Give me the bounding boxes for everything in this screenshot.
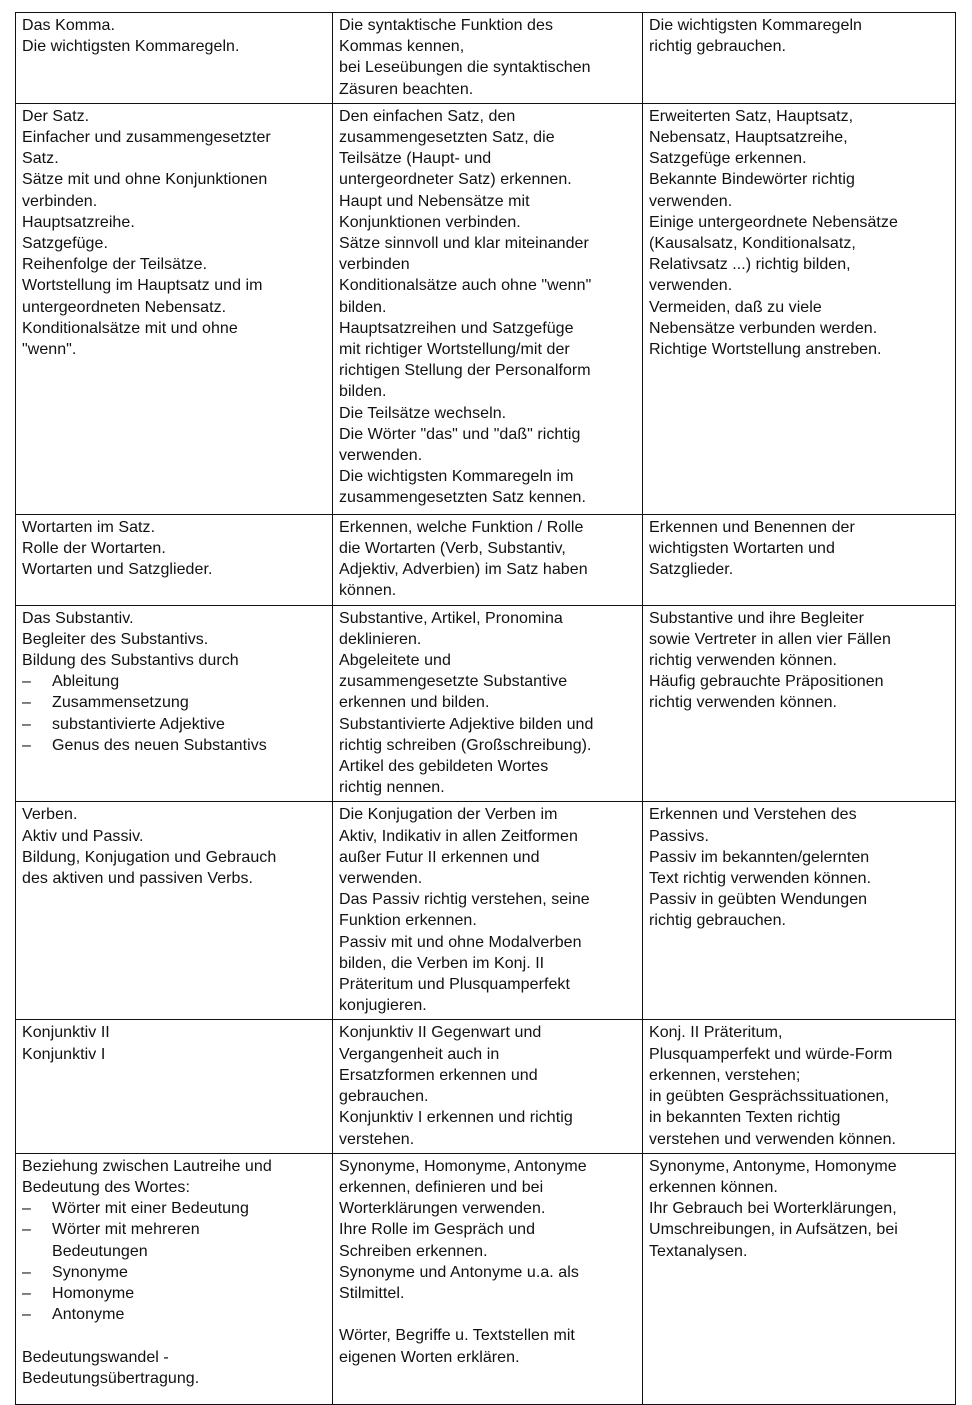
minimum-cell — [643, 514, 956, 605]
blank-line — [22, 1325, 327, 1346]
text-line: Textanalysen. — [649, 1242, 748, 1260]
topic-cell — [16, 802, 333, 1020]
text-line: Beziehung zwischen Lautreihe und — [22, 1157, 272, 1175]
bullet-item — [22, 1198, 327, 1219]
text-line: Einige untergeordnete Nebensätze — [649, 213, 898, 231]
text-line: untergeordneter Satz) erkennen. — [339, 171, 572, 189]
bullet-text: Wörter mit einer Bedeutung — [52, 1200, 249, 1218]
dash-bullet-icon: – — [22, 673, 31, 691]
text-line: Die Wörter "das" und "daß" richtig — [339, 425, 581, 443]
text-line: Häufig gebrauchte Präpositionen — [649, 673, 884, 691]
table-row — [16, 802, 956, 1020]
text-line: verwenden. — [649, 192, 733, 210]
topic-cell — [16, 605, 333, 802]
text-line: Bedeutung des Wortes: — [22, 1178, 190, 1196]
bullet-text: substantivierte Adjektive — [52, 715, 225, 733]
minimum-cell — [643, 1153, 956, 1404]
text-line: Stilmittel. — [339, 1284, 405, 1302]
text-line: bilden. — [339, 298, 387, 316]
text-line: Rolle der Wortarten. — [22, 540, 166, 558]
minimum-cell — [643, 1020, 956, 1153]
text-line: richtig verwenden können. — [649, 652, 838, 670]
text-line: Worterklärungen verwenden. — [339, 1200, 546, 1218]
text-line: Die wichtigsten Kommaregeln im — [339, 468, 574, 486]
text-line: Funktion erkennen. — [339, 912, 477, 930]
text-line: zusammengesetzte Substantive — [339, 673, 568, 691]
text-line: Kommas kennen, — [339, 38, 465, 56]
text-line: Wortarten und Satzglieder. — [22, 561, 213, 579]
topic-cell — [16, 514, 333, 605]
text-line: Konjunktiv I erkennen und richtig — [339, 1109, 573, 1127]
goals-cell — [333, 514, 643, 605]
text-line: erkennen, definieren und bei — [339, 1178, 544, 1196]
text-line: Passivs. — [649, 827, 709, 845]
text-line: Die syntaktische Funktion des — [339, 17, 553, 34]
text-line: Plusquamperfekt und würde-Form — [649, 1045, 893, 1063]
text-line: richtig schreiben (Großschreibung). — [339, 736, 592, 754]
text-line: die Wortarten (Verb, Substantiv, — [339, 540, 566, 558]
text-line: Sätze mit und ohne Konjunktionen — [22, 171, 268, 189]
text-line: richtig gebrauchen. — [649, 912, 787, 930]
text-line: Schreiben erkennen. — [339, 1242, 488, 1260]
text-line: des aktiven und passiven Verbs. — [22, 870, 254, 888]
text-line: Konditionalsätze mit und ohne — [22, 319, 238, 337]
text-line: richtig gebrauchen. — [649, 38, 787, 56]
text-line: Adjektiv, Adverbien) im Satz haben — [339, 561, 588, 579]
text-line: Substantive, Artikel, Pronomina — [339, 609, 563, 627]
text-line: richtig nennen. — [339, 779, 445, 797]
text-line: Die wichtigsten Kommaregeln. — [22, 38, 240, 56]
text-line: können. — [339, 582, 397, 600]
table-row — [16, 1020, 956, 1153]
text-line: Artikel des gebildeten Wortes — [339, 758, 549, 776]
text-line: Synonyme, Antonyme, Homonyme — [649, 1157, 897, 1175]
text-line: in geübten Gesprächssituationen, — [649, 1088, 889, 1106]
text-line: Bekannte Bindewörter richtig — [649, 171, 855, 189]
text-line: Passiv in geübten Wendungen — [649, 891, 868, 909]
text-line: Aktiv und Passiv. — [22, 827, 144, 845]
text-line: Erweiterten Satz, Hauptsatz, — [649, 107, 854, 125]
text-line: gebrauchen. — [339, 1088, 429, 1106]
text-line: richtigen Stellung der Personalform — [339, 362, 591, 380]
text-line: Konj. II Präteritum, — [649, 1024, 783, 1042]
text-line: Hauptsatzreihe. — [22, 213, 135, 231]
text-line: Präteritum und Plusquamperfekt — [339, 976, 570, 994]
topic-cell — [16, 13, 333, 104]
bullet-item — [22, 1262, 327, 1283]
dash-bullet-icon: – — [22, 1284, 31, 1302]
text-line: Wortarten im Satz. — [22, 518, 156, 536]
text-line: Ihr Gebrauch bei Worterklärungen, — [649, 1200, 897, 1218]
document-page — [15, 12, 955, 1405]
text-line: Einfacher und zusammengesetzter — [22, 129, 271, 147]
text-line: Erkennen und Verstehen des — [649, 806, 857, 824]
table-row — [16, 1153, 956, 1404]
text-line: Sätze sinnvoll und klar miteinander — [339, 235, 589, 253]
text-line: wichtigsten Wortarten und — [649, 540, 835, 558]
goals-cell — [333, 1153, 643, 1404]
text-line: "wenn". — [22, 341, 77, 359]
dash-bullet-icon: – — [22, 694, 31, 712]
text-line: verwenden. — [649, 277, 733, 295]
text-line: Relativsatz ...) richtig bilden, — [649, 256, 851, 274]
text-line: Erkennen und Benennen der — [649, 518, 855, 536]
bullet-text: Wörter mit mehreren — [52, 1221, 200, 1239]
text-line: Bildung, Konjugation und Gebrauch — [22, 848, 277, 866]
text-line: konjugieren. — [339, 997, 427, 1015]
text-line: bei Leseübungen die syntaktischen — [339, 59, 591, 77]
bullet-item — [22, 1219, 327, 1240]
text-line: Satzgefüge. — [22, 235, 108, 253]
text-line: erkennen, verstehen; — [649, 1066, 801, 1084]
text-line: Begleiter des Substantivs. — [22, 630, 209, 648]
text-line: Synonyme und Antonyme u.a. als — [339, 1263, 579, 1281]
goals-cell — [333, 103, 643, 514]
text-line: (Kausalsatz, Konditionalsatz, — [649, 235, 856, 253]
minimum-cell — [643, 605, 956, 802]
text-line: Die Teilsätze wechseln. — [339, 404, 507, 422]
text-line: Text richtig verwenden können. — [649, 870, 872, 888]
text-line: deklinieren. — [339, 630, 422, 648]
topic-cell — [16, 103, 333, 514]
text-line: Abgeleitete und — [339, 652, 451, 670]
text-line: außer Futur II erkennen und — [339, 848, 540, 866]
text-line: verwenden. — [339, 870, 423, 888]
goals-cell — [333, 13, 643, 104]
text-line: verstehen. — [339, 1130, 415, 1148]
table-row — [16, 13, 956, 104]
text-line: Passiv im bekannten/gelernten — [649, 848, 870, 866]
topic-cell — [16, 1020, 333, 1153]
text-line: verstehen und verwenden können. — [649, 1130, 897, 1148]
bullet-text: Genus des neuen Substantivs — [52, 736, 267, 754]
text-line: Wortstellung im Hauptsatz und im — [22, 277, 263, 295]
text-line: zusammengesetzten Satz kennen. — [339, 489, 586, 507]
text-line: Vermeiden, daß zu viele — [649, 298, 822, 316]
minimum-cell — [643, 103, 956, 514]
goals-cell — [333, 802, 643, 1020]
text-line: eigenen Worten erklären. — [339, 1348, 520, 1366]
text-line: verbinden. — [22, 192, 98, 210]
text-line: Passiv mit und ohne Modalverben — [339, 933, 582, 951]
bullet-text-continuation: Bedeutungen — [52, 1242, 148, 1260]
curriculum-table — [15, 12, 956, 1405]
text-line: Konjunktiv II Gegenwart und — [339, 1024, 542, 1042]
text-line: Satzgefüge erkennen. — [649, 150, 807, 168]
bullet-item — [22, 671, 327, 692]
dash-bullet-icon: – — [22, 1200, 31, 1218]
text-line: Die Konjugation der Verben im — [339, 806, 558, 824]
table-row — [16, 514, 956, 605]
text-line: Bildung des Substantivs durch — [22, 652, 239, 670]
text-line: sowie Vertreter in allen vier Fällen — [649, 630, 891, 648]
table-row — [16, 605, 956, 802]
goals-cell — [333, 605, 643, 802]
text-line: Nebensatz, Hauptsatzreihe, — [649, 129, 848, 147]
text-line: Die wichtigsten Kommaregeln — [649, 17, 862, 34]
text-line: Das Komma. — [22, 17, 115, 34]
text-line: verbinden — [339, 256, 410, 274]
text-line: Konjunktiv I — [22, 1045, 106, 1063]
text-line: Umschreibungen, in Aufsätzen, bei — [649, 1221, 898, 1239]
text-line: Konjunktiv II — [22, 1024, 110, 1042]
text-line: Substantivierte Adjektive bilden und — [339, 715, 594, 733]
text-line: erkennen und bilden. — [339, 694, 490, 712]
text-line: bilden, die Verben im Konj. II — [339, 954, 545, 972]
text-line: Bedeutungswandel - — [22, 1348, 169, 1366]
text-line: Der Satz. — [22, 107, 90, 125]
table-row — [16, 103, 956, 514]
dash-bullet-icon: – — [22, 1306, 31, 1324]
text-line: in bekannten Texten richtig — [649, 1109, 841, 1127]
goals-cell — [333, 1020, 643, 1153]
minimum-cell — [643, 802, 956, 1020]
text-line: Den einfachen Satz, den — [339, 107, 516, 125]
bullet-item — [22, 1283, 327, 1304]
text-line: Hauptsatzreihen und Satzgefüge — [339, 319, 574, 337]
text-line: Verben. — [22, 806, 78, 824]
text-line: Richtige Wortstellung anstreben. — [649, 341, 882, 359]
bullet-item — [22, 1304, 327, 1325]
bullet-text: Zusammensetzung — [52, 694, 189, 712]
topic-cell — [16, 1153, 333, 1404]
bullet-text: Ableitung — [52, 673, 120, 691]
text-line: bilden. — [339, 383, 387, 401]
text-line: Das Passiv richtig verstehen, seine — [339, 891, 590, 909]
text-line: Zäsuren beachten. — [339, 80, 474, 98]
text-line: Bedeutungsübertragung. — [22, 1369, 200, 1387]
text-line: Nebensätze verbunden werden. — [649, 319, 878, 337]
text-line: Aktiv, Indikativ in allen Zeitformen — [339, 827, 578, 845]
text-line: Das Substantiv. — [22, 609, 134, 627]
bullet-item — [22, 714, 327, 735]
text-line: Teilsätze (Haupt- und — [339, 150, 492, 168]
text-line: Wörter, Begriffe u. Textstellen mit — [339, 1327, 575, 1345]
text-line: Reihenfolge der Teilsätze. — [22, 256, 208, 274]
text-line: Ihre Rolle im Gespräch und — [339, 1221, 536, 1239]
text-line: mit richtiger Wortstellung/mit der — [339, 341, 570, 359]
text-line: Konjunktionen verbinden. — [339, 213, 521, 231]
dash-bullet-icon: – — [22, 715, 31, 733]
text-line: Vergangenheit auch in — [339, 1045, 500, 1063]
bullet-item — [22, 692, 327, 713]
bullet-text: Homonyme — [52, 1284, 135, 1302]
text-line: Synonyme, Homonyme, Antonyme — [339, 1157, 587, 1175]
text-line: Haupt und Nebensätze mit — [339, 192, 530, 210]
text-line: untergeordneten Nebensatz. — [22, 298, 227, 316]
minimum-cell — [643, 13, 956, 104]
text-line: erkennen können. — [649, 1178, 778, 1196]
dash-bullet-icon: – — [22, 736, 31, 754]
dash-bullet-icon: – — [22, 1263, 31, 1281]
text-line: Substantive und ihre Begleiter — [649, 609, 864, 627]
text-line: Satzglieder. — [649, 561, 734, 579]
text-line: Ersatzformen erkennen und — [339, 1066, 538, 1084]
text-line: richtig verwenden können. — [649, 694, 838, 712]
text-line: Konditionalsätze auch ohne "wenn" — [339, 277, 592, 295]
text-line: Satz. — [22, 150, 59, 168]
bullet-text: Synonyme — [52, 1263, 128, 1281]
text-line — [339, 1304, 637, 1325]
text-line: Erkennen, welche Funktion / Rolle — [339, 518, 584, 536]
text-line: zusammengesetzten Satz, die — [339, 129, 555, 147]
bullet-text: Antonyme — [52, 1306, 125, 1324]
text-line: verwenden. — [339, 447, 423, 465]
bullet-item — [22, 735, 327, 756]
dash-bullet-icon: – — [22, 1221, 31, 1239]
